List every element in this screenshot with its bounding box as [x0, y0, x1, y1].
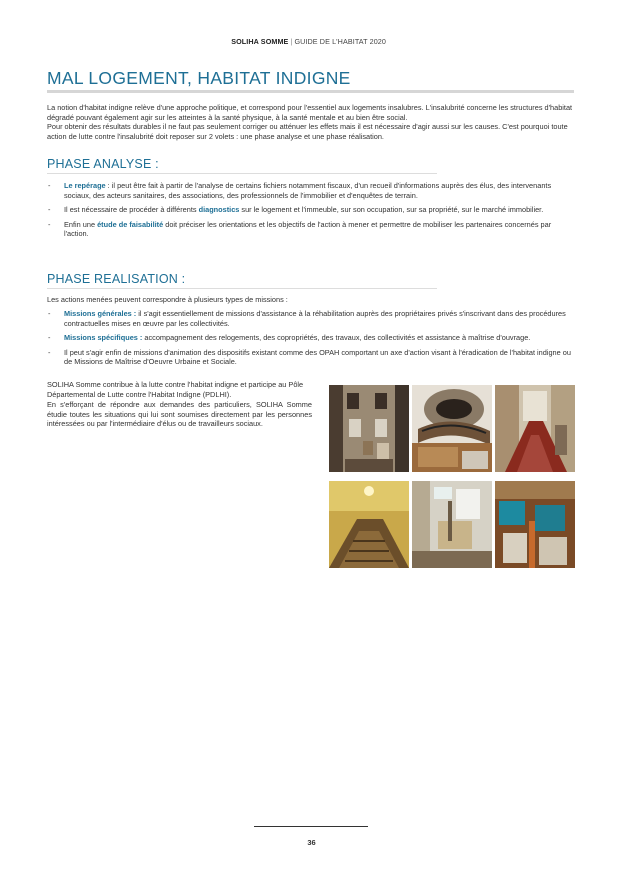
item-keyword: étude de faisabilité: [97, 219, 164, 229]
item-text: : il peut être fait à partir de l'analyse de certains fichiers notamment fiscaux, d'un recueil d'informations auprès des élus, des intervenants sociaux, des acteurs sanitaires, des associations, des professionnels de l'immobilier et d'enquêtes de terrain.: [64, 181, 552, 200]
side-paragraph-2: En s'efforçant de répondre aux demandes des particuliers, SOLIHA Somme étudie toutes les situations qui lui sont soumises directement par les personnes intéressées ou par l'intermédiaire d'élus ou de travailleurs sociaux.: [47, 400, 312, 429]
title-underline: [47, 90, 574, 93]
intro-paragraph-2: Pour obtenir des résultats durables il ne faut pas seulement corriger ou atténuer les effets mais il est nécessaire d'agir aussi sur les causes. C'est pourquoi toute action de lutte contre l'insalubrité doit reposer sur 2 volets : une phase analyse et une phase réalisation.: [47, 122, 568, 141]
list-item: [47, 205, 577, 215]
utility-room-photo: [495, 481, 575, 568]
bullet-dash: -: [48, 205, 51, 215]
running-header: [231, 37, 386, 46]
list-item: [47, 181, 577, 200]
item-text: doit préciser les orientations et les objectifs de l'action à mener et permettre de mobiliser les partenaires concernés par l'action.: [64, 219, 552, 239]
item-keyword: Missions générales :: [64, 309, 137, 318]
section-rule-realisation: [47, 288, 437, 289]
section-title-realisation: PHASE REALISATION :: [47, 272, 186, 286]
spiral-staircase-photo: [412, 385, 492, 472]
realisation-lead: Les actions menées peuvent correspondre à plusieurs types de missions :: [47, 295, 288, 304]
analyse-list: [47, 181, 577, 244]
item-keyword: Missions spécifiques :: [64, 333, 143, 343]
item-keyword: diagnostics: [198, 205, 240, 215]
bullet-dash: -: [48, 219, 51, 229]
list-item: [47, 309, 577, 328]
photo-grid: [329, 385, 575, 568]
section-rule-analyse: [47, 173, 437, 174]
damaged-corridor-photo: [495, 385, 575, 472]
list-item: [47, 220, 577, 239]
page-number: 36: [307, 838, 316, 847]
item-text: accompagnement des relogements, des copropriétés, des travaux, des collectivités et assistance à maîtrise d'ouvrage.: [142, 333, 531, 343]
bullet-dash: -: [48, 333, 51, 343]
section-title-analyse: PHASE ANALYSE :: [47, 157, 159, 171]
item-text: sur le logement et l'immeuble, sur son occupation, sur sa propriété, sur le marché immobilier.: [239, 205, 544, 215]
item-text: Enfin une: [64, 219, 98, 229]
narrow-stairway-photo: [329, 481, 409, 568]
header-org: SOLIHA SOMME: [231, 37, 289, 46]
item-text: Il est nécessaire de procéder à différents: [64, 205, 199, 215]
side-paragraph-1: SOLIHA Somme contribue à la lutte contre l'habitat indigne et participe au Pôle Départemental de Lutte contre l'Habitat Indigne (PDLHI).: [47, 380, 304, 399]
building-facade-photo: [329, 385, 409, 472]
item-text: il s'agit essentiellement de missions d'assistance à la réhabilitation auprès des propriétaires privés s'inscrivant dans des procédures contractuelles mises en œuvre par les collectivités.: [64, 309, 566, 328]
intro-text: [47, 103, 577, 141]
item-text: Il peut s'agir enfin de missions d'animation des dispositifs existant comme des OPAH comportant un axe d'action visant à l'éradication de l'habitat indigne ou de Missions de Maîtrise d'Oeuvre Urbaine et Sociale.: [64, 347, 571, 367]
header-separator: |: [290, 37, 293, 46]
realisation-list: [47, 309, 577, 372]
header-guide: GUIDE DE L'HABITAT 2020: [294, 37, 386, 46]
old-kitchen-photo: [412, 481, 492, 568]
bullet-dash: -: [48, 347, 51, 357]
bullet-dash: -: [48, 181, 51, 190]
bullet-dash: -: [48, 309, 51, 318]
page-title: MAL LOGEMENT, HABITAT INDIGNE: [47, 68, 351, 88]
list-item: [47, 333, 577, 343]
intro-paragraph-1: La notion d'habitat indigne relève d'une approche politique, et correspond pour l'essentiel aux logements insalubres. L'insalubrité concerne les structures d'habitat dégradé pouvant également agir sur les atteintes à la santé physique, à la santé mentale et au bien être social.: [47, 103, 573, 122]
side-text: [47, 380, 312, 430]
list-item: [47, 348, 577, 367]
footer-rule: [254, 826, 368, 827]
item-keyword: Le repérage: [64, 181, 106, 190]
